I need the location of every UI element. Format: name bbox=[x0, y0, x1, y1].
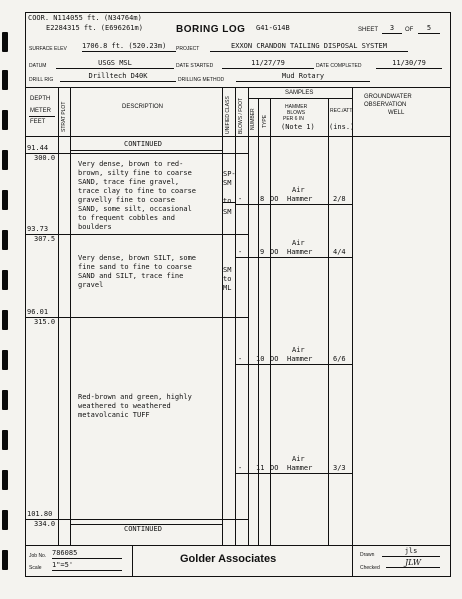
sample-number: 10 bbox=[256, 355, 265, 363]
layer-1-line: to frequent cobbles and bbox=[78, 214, 175, 222]
job-value: 786085 bbox=[52, 549, 122, 559]
sample-hammer: Air bbox=[292, 455, 305, 463]
header-depth: DEPTH bbox=[30, 96, 51, 102]
sheet-of-label: OF bbox=[405, 27, 414, 33]
layer-1-line: Very dense, brown to red- bbox=[78, 160, 184, 168]
sample-number: 11 bbox=[256, 464, 265, 472]
table-top-rule bbox=[25, 87, 450, 88]
layer-1-line: SAND, some silt, occasional bbox=[78, 205, 192, 213]
class-divider bbox=[222, 202, 235, 203]
samples-rule bbox=[248, 98, 352, 99]
date-started-value: 11/27/79 bbox=[222, 59, 314, 69]
drill-rig-value: Drilltech D40K bbox=[60, 72, 176, 82]
checked-label: Checked bbox=[360, 565, 380, 571]
layer-1-line: trace clay to fine to coarse bbox=[78, 187, 197, 195]
layer-3-line: weathered to weathered bbox=[78, 402, 171, 410]
unified-class: SM bbox=[223, 266, 232, 274]
sample-hammer: Hammer bbox=[287, 248, 313, 256]
blows-dash: - bbox=[238, 248, 243, 256]
sample-bottom-rule bbox=[235, 204, 352, 205]
header-note: (Note 1) bbox=[281, 123, 315, 131]
sample-bottom-rule bbox=[235, 364, 352, 365]
header-description: DESCRIPTION bbox=[122, 104, 164, 110]
binding-mark bbox=[2, 470, 8, 490]
header-rec-att: REC./ATT. bbox=[330, 108, 354, 114]
depth-feet: 315.0 bbox=[34, 318, 56, 326]
depth-meter: 96.01 bbox=[27, 308, 49, 316]
continued-rule bbox=[70, 150, 222, 151]
sample-bottom-rule bbox=[235, 473, 352, 474]
col-divider bbox=[258, 98, 259, 545]
date-started-label: DATE STARTED bbox=[176, 63, 214, 69]
header-rec-unit: (ins.) bbox=[329, 123, 355, 131]
sample-hammer: Air bbox=[292, 239, 305, 247]
binding-mark bbox=[2, 270, 8, 290]
depth-meter: 93.73 bbox=[27, 225, 49, 233]
header-type: TYPE bbox=[262, 114, 268, 128]
layer-3-line: metavolcanic TUFF bbox=[78, 411, 150, 419]
drilling-method-label: DRILLING METHOD bbox=[178, 77, 225, 83]
sample-hammer: Air bbox=[292, 186, 305, 194]
unified-class: SM bbox=[223, 179, 232, 187]
date-completed-label: DATE COMPLETED bbox=[316, 63, 362, 69]
sheet-number: 3 bbox=[382, 24, 402, 34]
binding-mark bbox=[2, 150, 8, 170]
continued-bottom: CONTINUED bbox=[124, 525, 162, 533]
sample-recovery: 4/4 bbox=[333, 248, 346, 256]
project-value: EXXON CRANDON TAILING DISPOSAL SYSTEM bbox=[210, 42, 408, 52]
table-bottom-rule bbox=[25, 545, 450, 546]
layer-2-line: Very dense, brown SILT, some bbox=[78, 254, 197, 262]
coordinates-east: E2284315 ft. (E696261m) bbox=[46, 24, 143, 32]
col-divider bbox=[235, 87, 236, 545]
layer-boundary bbox=[58, 317, 248, 318]
binding-mark bbox=[2, 350, 8, 370]
header-number: NUMBER bbox=[250, 108, 256, 130]
sheet-total: 5 bbox=[418, 24, 440, 34]
scale-label: Scale bbox=[29, 565, 42, 571]
binding-mark bbox=[2, 190, 8, 210]
binding-mark bbox=[2, 110, 8, 130]
binding-mark bbox=[2, 310, 8, 330]
layer-2-line: SAND and SILT, trace fine bbox=[78, 272, 184, 280]
header-hammer: HAMMER bbox=[285, 104, 308, 110]
drawn-label: Drawn bbox=[360, 552, 375, 558]
boring-id: G41-G14B bbox=[256, 24, 290, 32]
table-header-rule bbox=[25, 136, 450, 137]
header-meter: METER bbox=[30, 108, 51, 114]
binding-mark bbox=[2, 70, 8, 90]
binding-mark bbox=[2, 230, 8, 250]
layer-2-line: gravel bbox=[78, 281, 104, 289]
layer-1-line: brown, silty fine to coarse bbox=[78, 169, 192, 177]
depth-feet: 307.5 bbox=[34, 235, 56, 243]
layer-1-line: boulders bbox=[78, 223, 112, 231]
sample-hammer: Hammer bbox=[287, 195, 313, 203]
col-divider bbox=[270, 98, 271, 545]
col-divider bbox=[248, 87, 249, 545]
sample-bottom-rule bbox=[235, 257, 352, 258]
sample-hammer: Hammer bbox=[287, 464, 313, 472]
header-well: WELL bbox=[388, 110, 405, 116]
layer-boundary bbox=[58, 234, 248, 235]
surface-elev-label: SURFACE ELEV bbox=[29, 46, 67, 52]
binding-mark bbox=[2, 550, 8, 570]
layer-2-line: fine sand to fine to coarse bbox=[78, 263, 192, 271]
header-unified-class: UNIFIED CLASS bbox=[225, 96, 231, 134]
depth-feet: 334.0 bbox=[34, 520, 56, 528]
depth-meter: 101.80 bbox=[27, 510, 53, 518]
binding-mark bbox=[2, 32, 8, 52]
col-divider bbox=[352, 87, 353, 545]
unified-class: to bbox=[223, 197, 232, 205]
job-label: Job No. bbox=[29, 553, 47, 559]
datum-value: USGS MSL bbox=[56, 59, 174, 69]
sample-recovery: 6/6 bbox=[333, 355, 346, 363]
col-divider bbox=[328, 98, 329, 545]
header-strat-plot: STRAT PLOT bbox=[61, 101, 67, 132]
depth-meter: 91.44 bbox=[27, 144, 49, 152]
unified-class: ML bbox=[223, 284, 232, 292]
binding-mark bbox=[2, 510, 8, 530]
layer-3-line: Red-brown and green, highly bbox=[78, 393, 192, 401]
sample-number: 9 bbox=[260, 248, 265, 256]
unified-class: to bbox=[223, 275, 232, 283]
col-divider bbox=[58, 87, 59, 545]
header-samples: SAMPLES bbox=[285, 90, 314, 96]
sample-type: DO bbox=[270, 464, 279, 472]
blows-dash: - bbox=[238, 195, 243, 203]
layer-1-line: gravelly fine to coarse bbox=[78, 196, 175, 204]
binding-mark bbox=[2, 390, 8, 410]
footer-divider bbox=[132, 545, 133, 576]
footer-divider bbox=[352, 545, 353, 576]
sample-type: DO bbox=[270, 248, 279, 256]
header-blows-foot: BLOWS / FOOT bbox=[238, 97, 244, 134]
sample-type: DO bbox=[270, 195, 279, 203]
continued-top: CONTINUED bbox=[124, 140, 162, 148]
company-name: Golder Associates bbox=[180, 553, 277, 565]
header-groundwater: GROUNDWATER bbox=[364, 94, 412, 100]
meter-feet-rule bbox=[29, 116, 55, 117]
sample-hammer: Air bbox=[292, 346, 305, 354]
header-per-6in: PER 6 IN bbox=[283, 116, 304, 122]
checked-signature: JLW bbox=[386, 558, 440, 568]
col-divider bbox=[70, 87, 71, 545]
surface-elev-value: 1706.8 ft. (520.23m) bbox=[82, 42, 176, 52]
sample-hammer: Hammer bbox=[287, 355, 313, 363]
header-blows: BLOWS bbox=[287, 110, 306, 116]
sample-recovery: 3/3 bbox=[333, 464, 346, 472]
header-observation: OBSERVATION bbox=[364, 102, 407, 108]
date-completed-value: 11/30/79 bbox=[376, 59, 442, 69]
header-feet: FEET bbox=[30, 119, 46, 125]
drill-rig-label: DRILL RIG bbox=[29, 77, 54, 83]
log-title: BORING LOG bbox=[176, 24, 246, 35]
depth-feet: 300.0 bbox=[34, 154, 56, 162]
blows-dash: - bbox=[238, 355, 243, 363]
unified-class: SP- bbox=[223, 170, 236, 178]
project-label: PROJECT bbox=[176, 46, 200, 52]
sample-type: DO bbox=[270, 355, 279, 363]
datum-label: DATUM bbox=[29, 63, 47, 69]
coordinates-north: COOR. N114055 ft. (N34764m) bbox=[28, 14, 142, 22]
drilling-method-value: Mud Rotary bbox=[236, 72, 370, 82]
sample-recovery: 2/8 bbox=[333, 195, 346, 203]
unified-class: SM bbox=[223, 208, 232, 216]
sheet-label: SHEET bbox=[358, 27, 379, 33]
scale-value: 1"=5' bbox=[52, 561, 122, 571]
layer-boundary bbox=[58, 153, 248, 154]
binding-mark bbox=[2, 430, 8, 450]
layer-boundary bbox=[58, 519, 248, 520]
sample-number: 8 bbox=[260, 195, 265, 203]
drawn-value: jls bbox=[382, 547, 440, 557]
blows-dash: - bbox=[238, 464, 243, 472]
col-divider bbox=[222, 87, 223, 545]
layer-1-line: SAND, trace fine gravel, bbox=[78, 178, 180, 186]
